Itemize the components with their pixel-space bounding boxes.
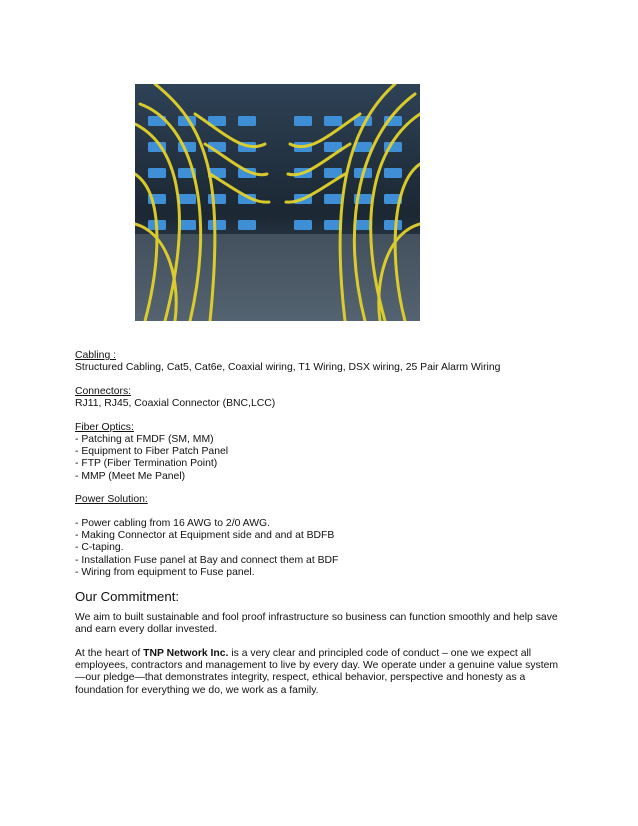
power-solution-heading: Power Solution: bbox=[75, 494, 148, 506]
list-item: - Wiring from equipment to Fuse panel. bbox=[75, 566, 255, 578]
cabling-heading: Cabling : bbox=[75, 350, 117, 361]
commitment-heading: Our Commitment: bbox=[75, 589, 180, 605]
cabling-text: Structured Cabling, Cat5, Cat6e, Coaxial wiring, T1 Wiring, DSX wiring, 25 Pair Alarm Wiring bbox=[75, 362, 501, 374]
list-item: - Patching at FMDF (SM, MM) bbox=[75, 434, 214, 446]
commitment-paragraph-2: At the heart of TNP Network Inc. is a very clear and principled code of conduct – one we expect all employees, contractors and management to live by every day. We operate under a genuine value system —our pledge—that demonstrates integrity, respect, ethical behavior, perspective and honesty as a foundation for everything we do, we work as a family. bbox=[75, 647, 559, 696]
list-item: - C-taping. bbox=[75, 542, 124, 554]
list-item: - Making Connector at Equipment side and and at BDFB bbox=[75, 530, 335, 542]
services-content bbox=[75, 350, 570, 697]
connectors-text: RJ11, RJ45, Coaxial Connector (BNC,LCC) bbox=[75, 398, 276, 410]
port-shape bbox=[384, 220, 402, 230]
fiber-panel-photo bbox=[135, 84, 420, 321]
company-name: TNP Network Inc. bbox=[143, 647, 229, 659]
port-shape bbox=[148, 168, 166, 178]
list-item: - MMP (Meet Me Panel) bbox=[75, 470, 186, 482]
port-shape bbox=[238, 220, 256, 230]
port-shape bbox=[324, 194, 342, 204]
port-shape bbox=[208, 194, 226, 204]
fiber-optics-heading: Fiber Optics: bbox=[75, 421, 134, 433]
port-shape bbox=[238, 116, 256, 126]
list-item: - Equipment to Fiber Patch Panel bbox=[75, 446, 229, 458]
port-shape bbox=[208, 220, 226, 230]
port-shape bbox=[294, 220, 312, 230]
list-item: - FTP (Fiber Termination Point) bbox=[75, 458, 218, 470]
port-shape bbox=[294, 116, 312, 126]
commitment-paragraph-1: We aim to built sustainable and fool proof infrastructure so business can function smoothly and help save and earn every dollar invested. bbox=[75, 612, 558, 636]
list-item: - Power cabling from 16 AWG to 2/0 AWG. bbox=[75, 518, 270, 530]
connectors-heading: Connectors: bbox=[75, 385, 132, 397]
list-item: - Installation Fuse panel at Bay and connect them at BDF bbox=[75, 554, 339, 566]
fiber-panel-illustration bbox=[135, 84, 420, 321]
port-shape bbox=[178, 194, 196, 204]
port-shape bbox=[324, 116, 342, 126]
port-shape bbox=[384, 168, 402, 178]
